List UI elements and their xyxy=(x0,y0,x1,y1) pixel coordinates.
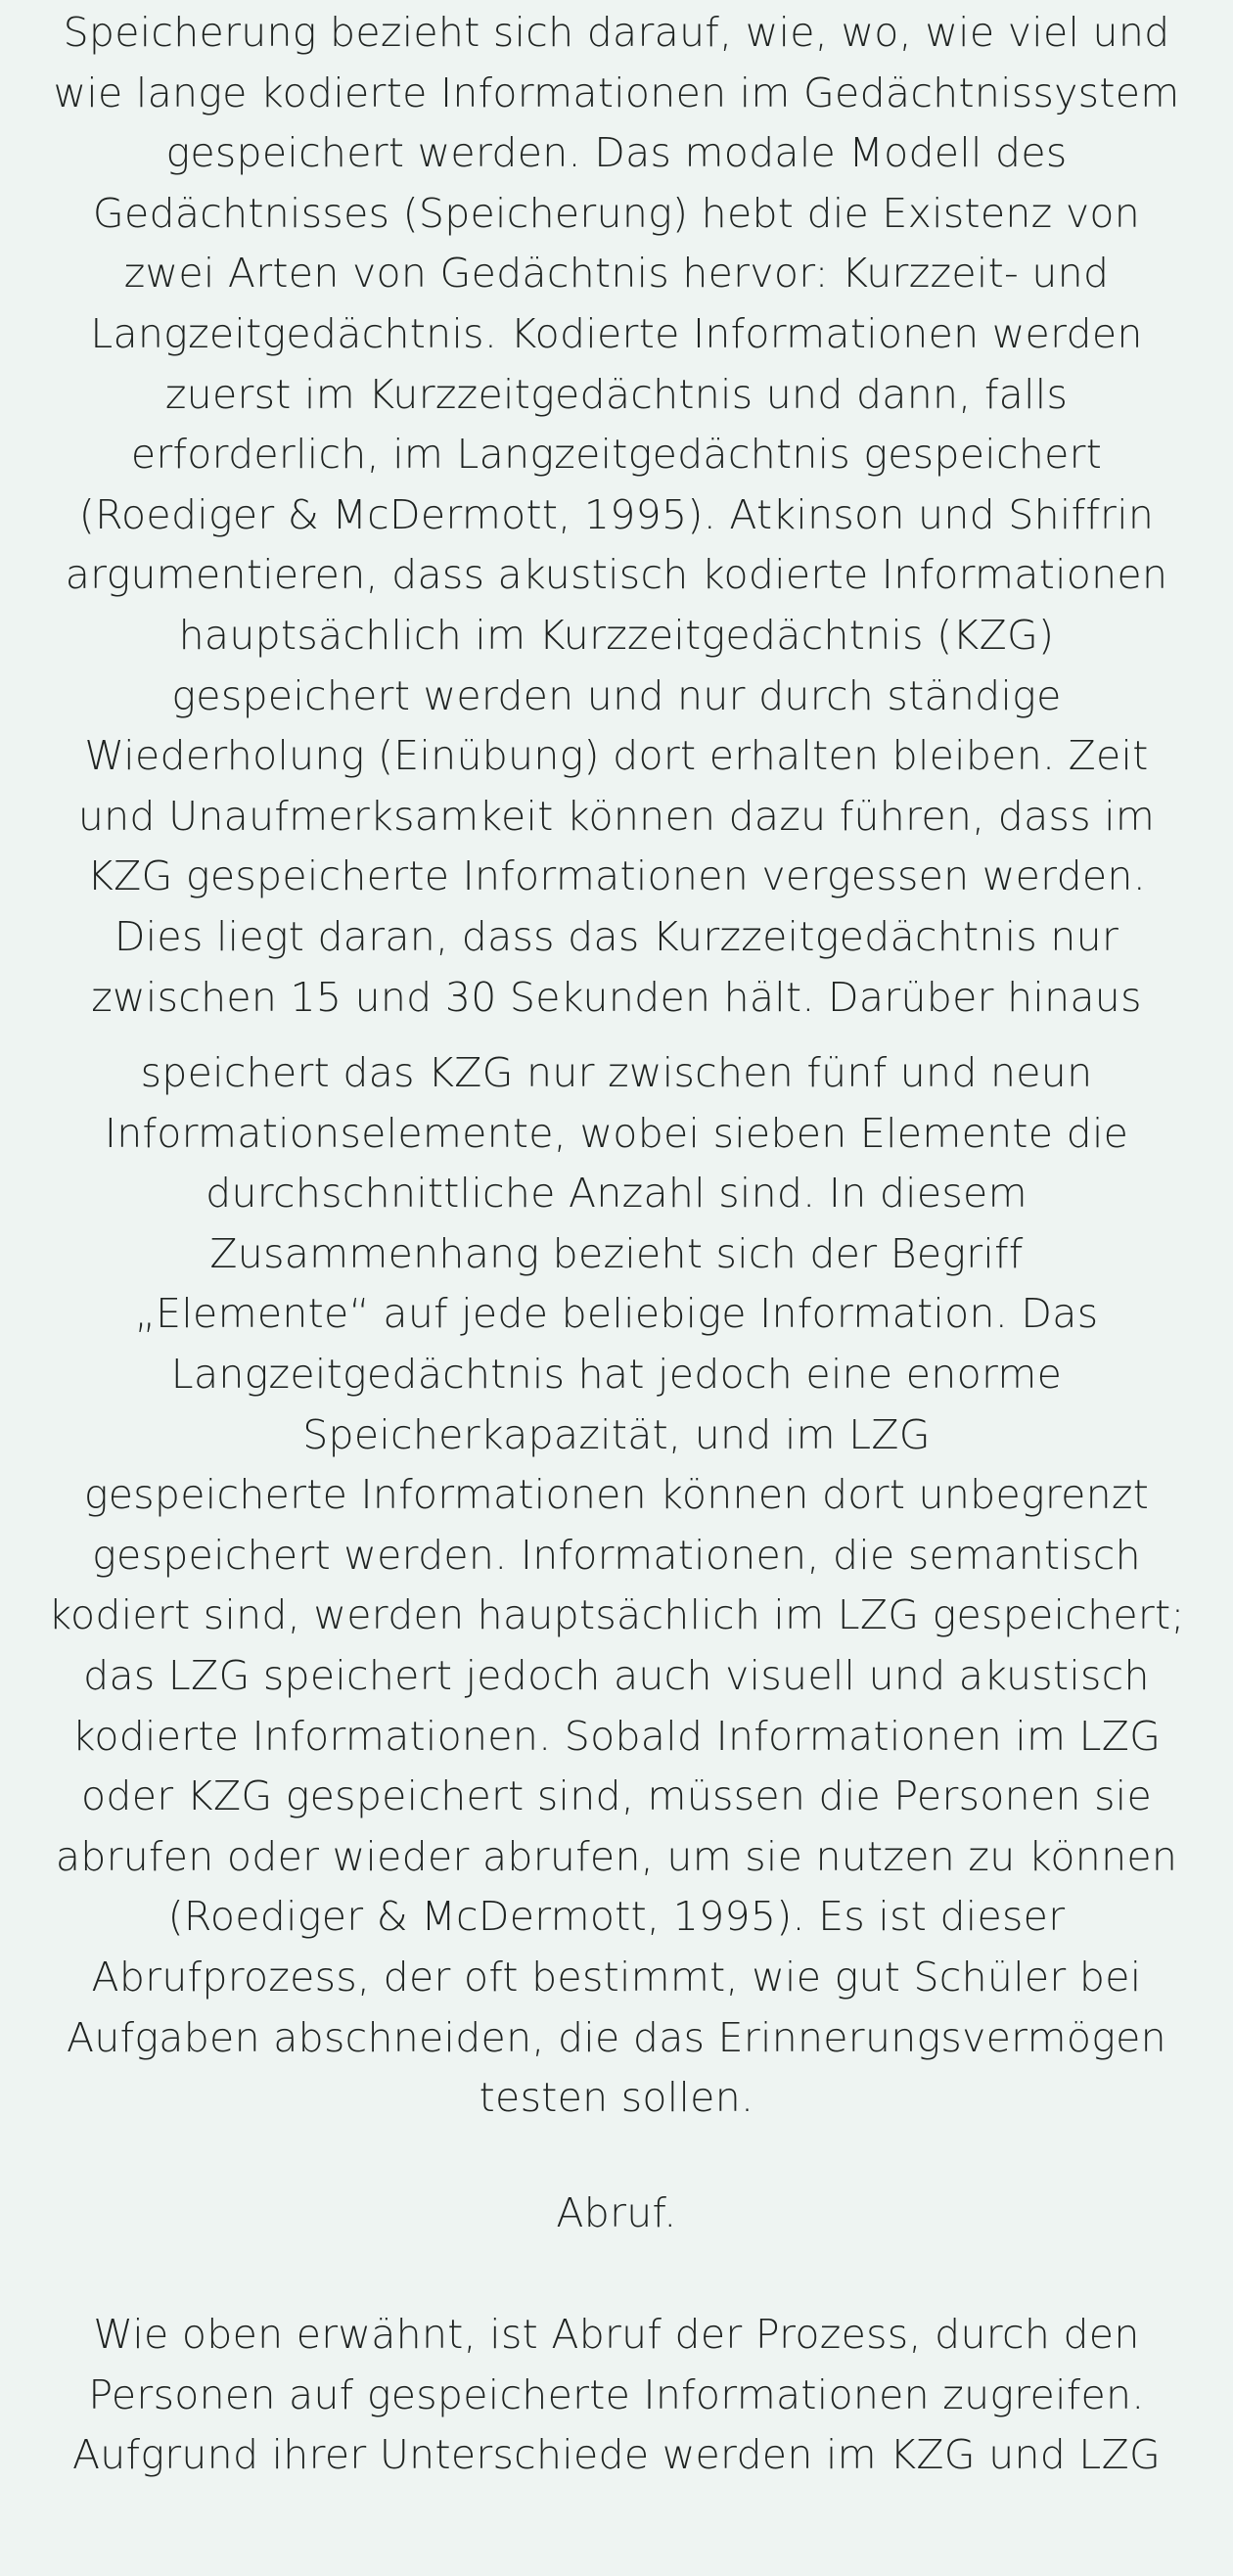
text-line: gespeichert werden und nur durch ständige xyxy=(171,671,1062,719)
text-line: (Roediger & McDermott, 1995). Atkinson und Shiffrin xyxy=(78,490,1155,538)
text-line: Dies liegt daran, dass das Kurzzeitgedächtnis nur xyxy=(114,912,1119,960)
text-line: gespeichert werden. Das modale Modell des xyxy=(165,129,1068,177)
section-heading-retrieval xyxy=(8,2184,1225,2244)
text-line: Gedächtnisses (Speicherung) hebt die Existenz von xyxy=(92,189,1141,237)
text-line: kodierte Informationen. Sobald Informationen im LZG xyxy=(71,1712,1162,1760)
text-line: argumentieren, dass akustisch kodierte Informationen xyxy=(65,551,1168,599)
text-line: Zusammenhang bezieht sich der Begriff xyxy=(209,1229,1024,1277)
section-heading: Abruf. xyxy=(556,2189,677,2236)
text-line: Langzeitgedächtnis. Kodierte Informationen werden xyxy=(90,309,1143,357)
text-line: Aufgrund ihrer Unterschiede werden im KZG und LZG xyxy=(71,2431,1162,2479)
text-line: hauptsächlich im Kurzzeitgedächtnis (KZG) xyxy=(178,611,1055,659)
text-line: speichert das KZG nur zwischen fünf und neun xyxy=(140,1049,1093,1096)
text-line: zwei Arten von Gedächtnis hervor: Kurzzeit- und xyxy=(123,250,1110,298)
text-line: und Unaufmerksamkeit können dazu führen, dass im xyxy=(77,792,1156,840)
text-line: erforderlich, im Langzeitgedächtnis gespeichert xyxy=(130,431,1103,479)
text-line: oder KZG gespeichert sind, müssen die Personen sie xyxy=(81,1772,1152,1820)
text-line: „Elemente“ auf jede beliebige Information. Das xyxy=(134,1290,1099,1338)
text-line: zwischen 15 und 30 Sekunden hält. Darüber hinaus xyxy=(91,973,1142,1021)
paragraph-retrieval xyxy=(8,2305,1225,2486)
paragraph-storage-continued xyxy=(8,1043,1225,2129)
paragraph-storage xyxy=(8,3,1225,1028)
text-line: das LZG speichert jedoch auch visuell und akustisch xyxy=(83,1651,1150,1699)
text-line: durchschnittliche Anzahl sind. In diesem xyxy=(206,1170,1028,1218)
text-line: Speicherkapazität, und im LZG xyxy=(302,1410,931,1458)
text-line: wie lange kodierte Informationen im Gedächtnissystem xyxy=(53,69,1180,116)
text-line: Personen auf gespeicherte Informationen zugreifen. xyxy=(88,2370,1145,2418)
text-line: testen sollen. xyxy=(479,2074,754,2122)
text-line: abrufen oder wieder abrufen, um sie nutzen zu können xyxy=(55,1832,1178,1880)
text-line: Speicherung bezieht sich darauf, wie, wo, wie viel und xyxy=(63,9,1170,56)
text-line: KZG gespeicherte Informationen vergessen werden. xyxy=(86,852,1147,900)
text-line: Wie oben erwähnt, ist Abruf der Prozess, durch den xyxy=(93,2311,1140,2358)
text-line: Informationselemente, wobei sieben Elemente die xyxy=(104,1109,1129,1157)
text-line: gespeicherte Informationen können dort unbegrenzt xyxy=(83,1471,1150,1519)
text-line: zuerst im Kurzzeitgedächtnis und dann, falls xyxy=(164,370,1069,418)
text-line: (Roediger & McDermott, 1995). Es ist dieser xyxy=(167,1893,1066,1941)
text-line: Wiederholung (Einübung) dort erhalten bleiben. Zeit xyxy=(84,732,1149,780)
text-line: Aufgaben abschneiden, die das Erinnerungsvermögen xyxy=(67,2013,1166,2061)
text-line: Abrufprozess, der oft bestimmt, wie gut Schüler bei xyxy=(91,1953,1142,2001)
text-line: kodiert sind, werden hauptsächlich im LZG gespeichert; xyxy=(48,1591,1185,1639)
text-line: Langzeitgedächtnis hat jedoch eine enorme xyxy=(170,1350,1063,1398)
text-line: gespeichert werden. Informationen, die semantisch xyxy=(92,1531,1141,1579)
